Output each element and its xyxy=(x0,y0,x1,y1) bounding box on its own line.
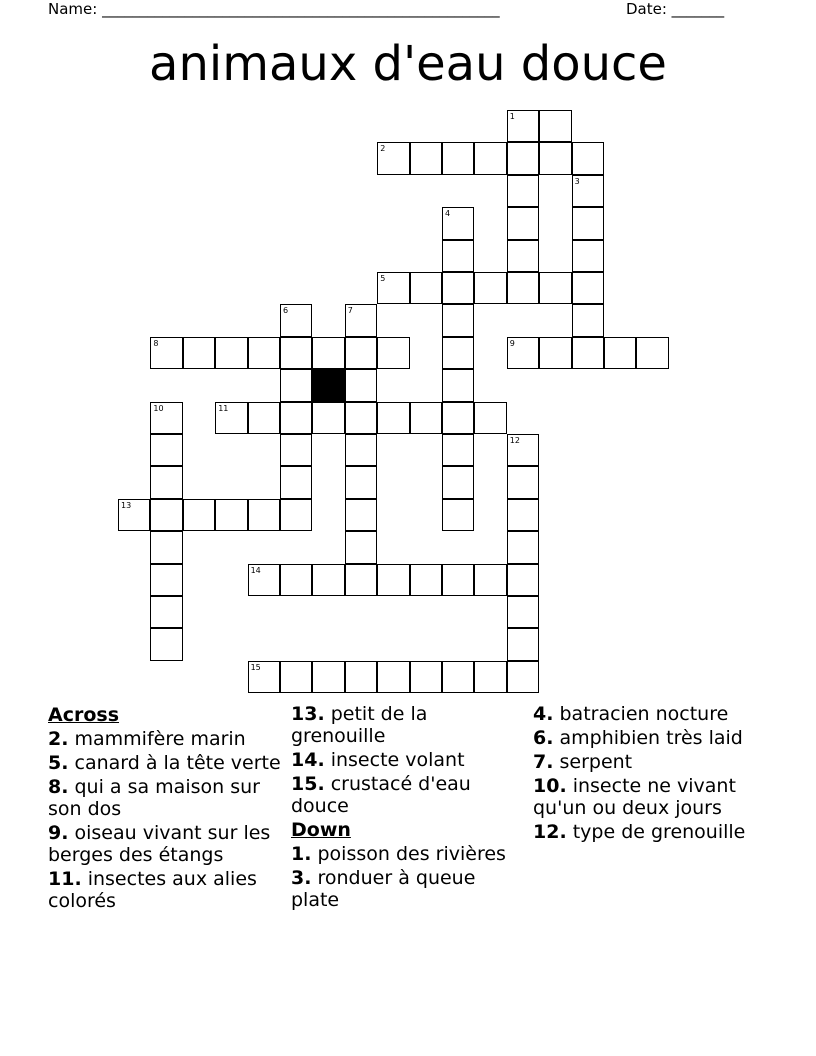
grid-cell[interactable] xyxy=(636,337,668,369)
clue-item-text: ronduer à queue plate xyxy=(291,867,476,911)
clue-number: 2 xyxy=(380,144,386,154)
grid-cell[interactable] xyxy=(345,434,377,466)
grid-cell[interactable] xyxy=(539,337,571,369)
grid-cell[interactable] xyxy=(150,499,182,531)
clue-number: 15 xyxy=(250,662,261,672)
clue-item-text: crustacé d'eau douce xyxy=(291,773,471,817)
grid-cell[interactable] xyxy=(280,466,312,498)
clue-item-text: canard à la tête verte xyxy=(68,752,281,774)
clue-item-text: insecte volant xyxy=(324,749,465,771)
grid-cell[interactable] xyxy=(150,564,182,596)
clue-item-number: 11. xyxy=(48,868,82,890)
grid-cell[interactable] xyxy=(150,628,182,660)
grid-cell[interactable] xyxy=(345,337,377,369)
grid-cell[interactable] xyxy=(474,142,506,174)
grid-cell[interactable] xyxy=(280,499,312,531)
clue-number: 3 xyxy=(574,176,580,186)
grid-cell[interactable] xyxy=(150,402,182,434)
grid-cell[interactable] xyxy=(507,628,539,660)
clue-item-text: type de grenouille xyxy=(566,821,746,843)
grid-cell[interactable] xyxy=(539,272,571,304)
clues-column-1 xyxy=(48,703,284,914)
grid-cell[interactable] xyxy=(507,499,539,531)
grid-cell[interactable] xyxy=(474,661,506,693)
grid-cell[interactable] xyxy=(280,564,312,596)
grid-cell[interactable] xyxy=(377,142,409,174)
grid-cell[interactable] xyxy=(345,661,377,693)
grid-cell[interactable] xyxy=(442,499,474,531)
grid-cell[interactable] xyxy=(410,142,442,174)
grid-cell[interactable] xyxy=(150,596,182,628)
clue-number: 9 xyxy=(509,338,515,348)
grid-cell[interactable] xyxy=(312,337,344,369)
clue-item xyxy=(291,867,527,911)
grid-cell[interactable] xyxy=(345,499,377,531)
grid-cell[interactable] xyxy=(507,661,539,693)
grid-cell[interactable] xyxy=(150,531,182,563)
clue-number: 13 xyxy=(121,500,132,510)
grid-cell[interactable] xyxy=(215,337,247,369)
clue-number: 11 xyxy=(218,403,229,413)
grid-cell[interactable] xyxy=(572,240,604,272)
clue-item-text: oiseau vivant sur les berges des étangs xyxy=(48,822,271,866)
clue-item xyxy=(291,703,527,747)
across-heading: Across xyxy=(48,704,120,726)
grid-cell[interactable] xyxy=(248,337,280,369)
grid-cell[interactable] xyxy=(442,207,474,239)
grid-cell[interactable] xyxy=(280,304,312,336)
across-clue-list xyxy=(48,728,284,912)
clue-number: 4 xyxy=(445,209,451,219)
clue-item-number: 8. xyxy=(48,776,69,798)
grid-cell[interactable] xyxy=(345,304,377,336)
grid-cell[interactable] xyxy=(312,402,344,434)
grid-cell[interactable] xyxy=(442,142,474,174)
clue-item xyxy=(48,868,284,912)
grid-cell[interactable] xyxy=(507,466,539,498)
grid-cell[interactable] xyxy=(345,466,377,498)
grid-cell[interactable] xyxy=(539,110,571,142)
grid-cell[interactable] xyxy=(572,304,604,336)
grid-cell[interactable] xyxy=(280,402,312,434)
clue-number: 14 xyxy=(250,565,261,575)
grid-cell[interactable] xyxy=(377,272,409,304)
grid-cell[interactable] xyxy=(377,337,409,369)
grid-cell[interactable] xyxy=(507,596,539,628)
grid-cell[interactable] xyxy=(280,337,312,369)
grid-cell[interactable] xyxy=(215,402,247,434)
grid-cell[interactable] xyxy=(507,110,539,142)
grid-cell[interactable] xyxy=(442,369,474,401)
grid-cell[interactable] xyxy=(312,661,344,693)
clue-item-text: mammifère marin xyxy=(68,728,246,750)
clue-number: 6 xyxy=(283,306,289,316)
clue-item xyxy=(48,752,284,774)
grid-cell[interactable] xyxy=(539,142,571,174)
clue-number: 7 xyxy=(347,306,353,316)
grid-black-cell xyxy=(312,369,344,401)
clue-item xyxy=(48,776,284,820)
clue-item-text: amphibien très laid xyxy=(553,727,743,749)
grid-cell[interactable] xyxy=(507,564,539,596)
clue-item xyxy=(533,751,769,773)
down-clue-list xyxy=(291,843,527,911)
name-field-label: Name: _____________________________________________________ xyxy=(48,0,500,18)
grid-cell[interactable] xyxy=(150,337,182,369)
grid-cell[interactable] xyxy=(442,304,474,336)
clue-item-number: 12. xyxy=(533,821,567,843)
grid-cell[interactable] xyxy=(377,402,409,434)
clue-item-text: insecte ne vivant qu'un ou deux jours xyxy=(533,775,736,819)
grid-cell[interactable] xyxy=(280,369,312,401)
clue-item-number: 6. xyxy=(533,727,554,749)
grid-cell[interactable] xyxy=(442,434,474,466)
clue-number: 10 xyxy=(153,403,164,413)
clue-item-number: 4. xyxy=(533,703,554,725)
grid-cell[interactable] xyxy=(507,175,539,207)
grid-cell[interactable] xyxy=(280,661,312,693)
date-field-label: Date: _______ xyxy=(626,0,725,18)
clue-item-number: 3. xyxy=(291,867,312,889)
clue-item-number: 5. xyxy=(48,752,69,774)
grid-cell[interactable] xyxy=(442,564,474,596)
down-clue-list-continued xyxy=(533,703,769,843)
grid-cell[interactable] xyxy=(248,402,280,434)
grid-cell[interactable] xyxy=(410,564,442,596)
clues-column-3 xyxy=(533,703,769,845)
grid-cell[interactable] xyxy=(507,434,539,466)
grid-cell[interactable] xyxy=(604,337,636,369)
grid-cell[interactable] xyxy=(507,272,539,304)
grid-cell[interactable] xyxy=(410,402,442,434)
grid-cell[interactable] xyxy=(345,402,377,434)
clue-item-number: 1. xyxy=(291,843,312,865)
clue-number: 5 xyxy=(380,274,386,283)
clue-item-text: poisson des rivières xyxy=(311,843,506,865)
clue-item-number: 10. xyxy=(533,775,567,797)
clue-item xyxy=(48,728,284,750)
grid-cell[interactable] xyxy=(572,207,604,239)
clue-item-number: 13. xyxy=(291,703,325,725)
grid-cell[interactable] xyxy=(442,466,474,498)
grid-cell[interactable] xyxy=(507,142,539,174)
clue-item-text: batracien nocture xyxy=(553,703,729,725)
grid-cell[interactable] xyxy=(345,531,377,563)
grid-cell[interactable] xyxy=(248,661,280,693)
clue-item xyxy=(291,749,527,771)
grid-cell[interactable] xyxy=(572,337,604,369)
grid-cell[interactable] xyxy=(572,142,604,174)
grid-cell[interactable] xyxy=(150,466,182,498)
grid-cell[interactable] xyxy=(118,499,150,531)
grid-cell[interactable] xyxy=(377,564,409,596)
clue-item xyxy=(533,821,769,843)
grid-cell[interactable] xyxy=(442,337,474,369)
grid-cell[interactable] xyxy=(410,661,442,693)
clue-item-number: 7. xyxy=(533,751,554,773)
grid-cell[interactable] xyxy=(474,402,506,434)
clue-item-text: petit de la grenouille xyxy=(291,703,428,747)
grid-cell[interactable] xyxy=(248,499,280,531)
grid-cell[interactable] xyxy=(442,240,474,272)
clue-item-number: 9. xyxy=(48,822,69,844)
grid-cell[interactable] xyxy=(183,499,215,531)
grid-cell[interactable] xyxy=(410,272,442,304)
grid-cell[interactable] xyxy=(572,175,604,207)
grid-cell[interactable] xyxy=(442,272,474,304)
clues-column-2 xyxy=(291,703,527,913)
clue-item xyxy=(533,727,769,749)
clue-number: 8 xyxy=(153,338,159,348)
grid-cell[interactable] xyxy=(150,434,182,466)
grid-cell[interactable] xyxy=(507,337,539,369)
clue-item xyxy=(291,843,527,865)
clue-item xyxy=(48,822,284,866)
clue-item-text: serpent xyxy=(553,751,633,773)
grid-cell[interactable] xyxy=(377,661,409,693)
grid-cell[interactable] xyxy=(442,661,474,693)
grid-cell[interactable] xyxy=(474,272,506,304)
grid-cell[interactable] xyxy=(507,240,539,272)
grid-cell[interactable] xyxy=(280,434,312,466)
grid-cell[interactable] xyxy=(345,369,377,401)
clue-item xyxy=(533,703,769,725)
grid-cell[interactable] xyxy=(507,207,539,239)
page-title: animaux d'eau douce xyxy=(149,36,667,92)
clue-item xyxy=(533,775,769,819)
grid-cell[interactable] xyxy=(345,564,377,596)
down-heading: Down xyxy=(291,819,351,841)
clue-item-text: qui a sa maison sur son dos xyxy=(48,776,260,820)
clue-item-number: 14. xyxy=(291,749,325,771)
clue-item-number: 2. xyxy=(48,728,69,750)
clue-item-text: insectes aux alies colorés xyxy=(48,868,257,912)
across-clue-list-continued xyxy=(291,703,527,817)
grid-cell[interactable] xyxy=(507,531,539,563)
grid-cell[interactable] xyxy=(312,564,344,596)
grid-cell[interactable] xyxy=(442,402,474,434)
clue-number: 12 xyxy=(509,436,520,445)
grid-cell[interactable] xyxy=(248,564,280,596)
grid-cell[interactable] xyxy=(474,564,506,596)
grid-cell[interactable] xyxy=(183,337,215,369)
clue-item xyxy=(291,773,527,817)
clue-item-number: 15. xyxy=(291,773,325,795)
grid-cell[interactable] xyxy=(572,272,604,304)
clue-number: 1 xyxy=(509,112,515,121)
grid-cell[interactable] xyxy=(215,499,247,531)
